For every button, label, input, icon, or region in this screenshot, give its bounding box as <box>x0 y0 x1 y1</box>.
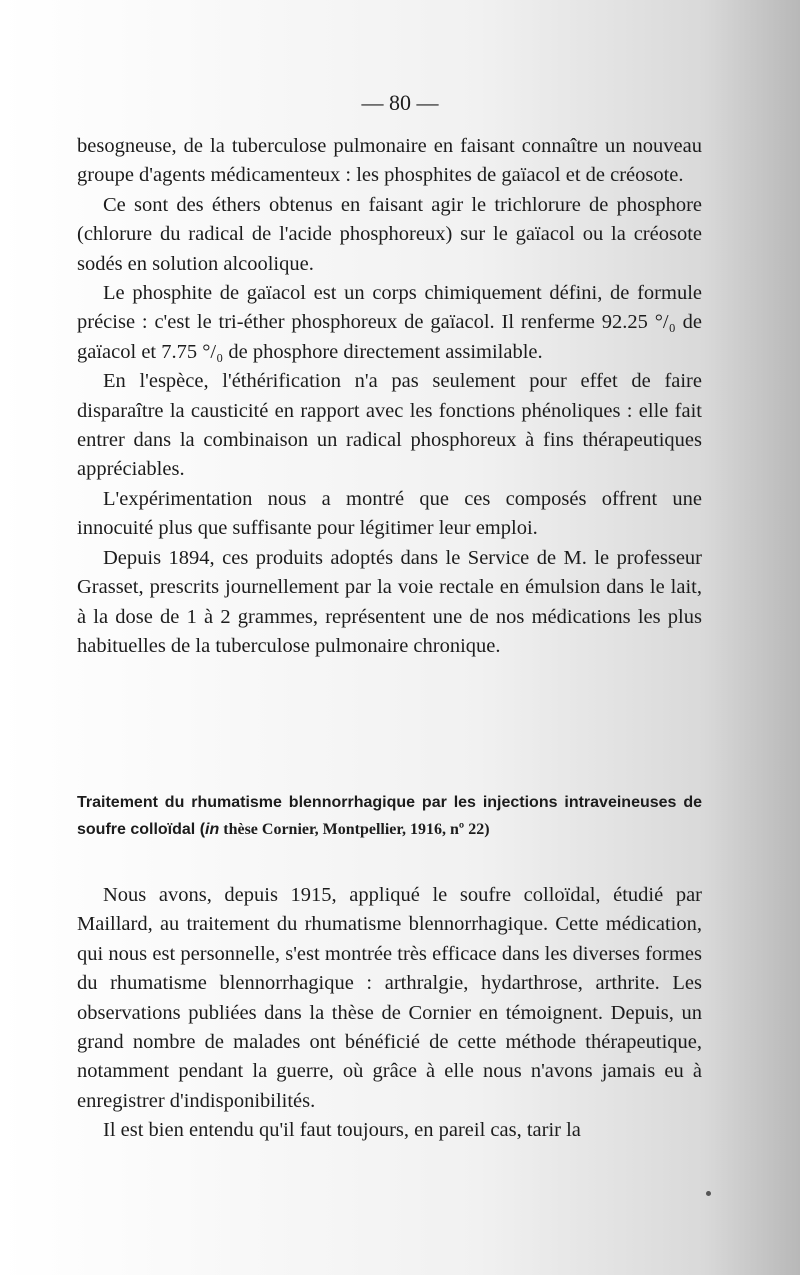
paragraph: Nous avons, depuis 1915, appliqué le soufre colloïdal, étudié par Maillard, au traitement du rhumatisme blennorrhagique. Cette médication, qui nous est personnelle, s'est montrée très efficace dans les diverses formes du rhumatisme blennorrhagique : arthralgie, hydarthrose, arthrite. Les observations publiées dans la thèse de Cornier en témoignent. Depuis, un grand nombre de malades ont bénéficié de cette méthode thérapeutique, notamment pendant la guerre, où grâce à elle nous n'avons jamais eu à enregistrer d'indisponibilités. <box>77 884 702 1112</box>
ink-speck <box>706 1191 711 1196</box>
section-heading-citation-in: in <box>205 821 220 838</box>
paragraph: Ce sont des éthers obtenus en faisant agir le trichlorure de phosphore (chlorure du radical de l'acide phosphoreux) sur le gaïacol ou la créosote sodés en solution alcoolique. <box>77 193 702 275</box>
paragraph: besogneuse, de la tuberculose pulmonaire en faisant connaître un nouveau groupe d'agents médicamenteux : les phosphites de gaïacol et de créosote. <box>77 135 702 187</box>
page-number: — 80 — <box>361 90 439 115</box>
section-heading <box>77 789 702 843</box>
text-block-top <box>77 132 702 661</box>
paragraph: En l'espèce, l'éthérification n'a pas seulement pour effet de faire disparaître la causticité en rapport avec les fonctions phénoliques : elle fait entrer dans la combinaison un radical phosphoreux à fins thérapeutiques appréciables. <box>77 370 702 481</box>
section-heading-title: Traitement du rhumatisme blennorrhagique par les injections intraveineuses de soufre colloïdal ( <box>77 794 702 838</box>
paragraph: Le phosphite de gaïacol est un corps chimiquement défini, de formule précise : c'est le tri-éther phosphoreux de gaïacol. Il renferme 92.25 °/₀ de gaïacol et 7.75 °/₀ de phosphore directement assimilable. <box>77 282 702 363</box>
paragraph: Depuis 1894, ces produits adoptés dans le Service de M. le professeur Grasset, prescrits journellement par la voie rectale en émulsion dans le lait, à la dose de 1 à 2 grammes, représentent une de nos médications les plus habituelles de la tuberculose pulmonaire chronique. <box>77 546 702 657</box>
paragraph: L'expérimentation nous a montré que ces composés offrent une innocuité plus que suffisante pour légitimer leur emploi. <box>77 487 702 540</box>
paragraph: Il est bien entendu qu'il faut toujours, en pareil cas, tarir la <box>103 1119 581 1142</box>
text-block-bottom <box>77 881 702 1146</box>
section-heading-citation: thèse Cornier, Montpellier, 1916, nº 22) <box>219 821 490 838</box>
